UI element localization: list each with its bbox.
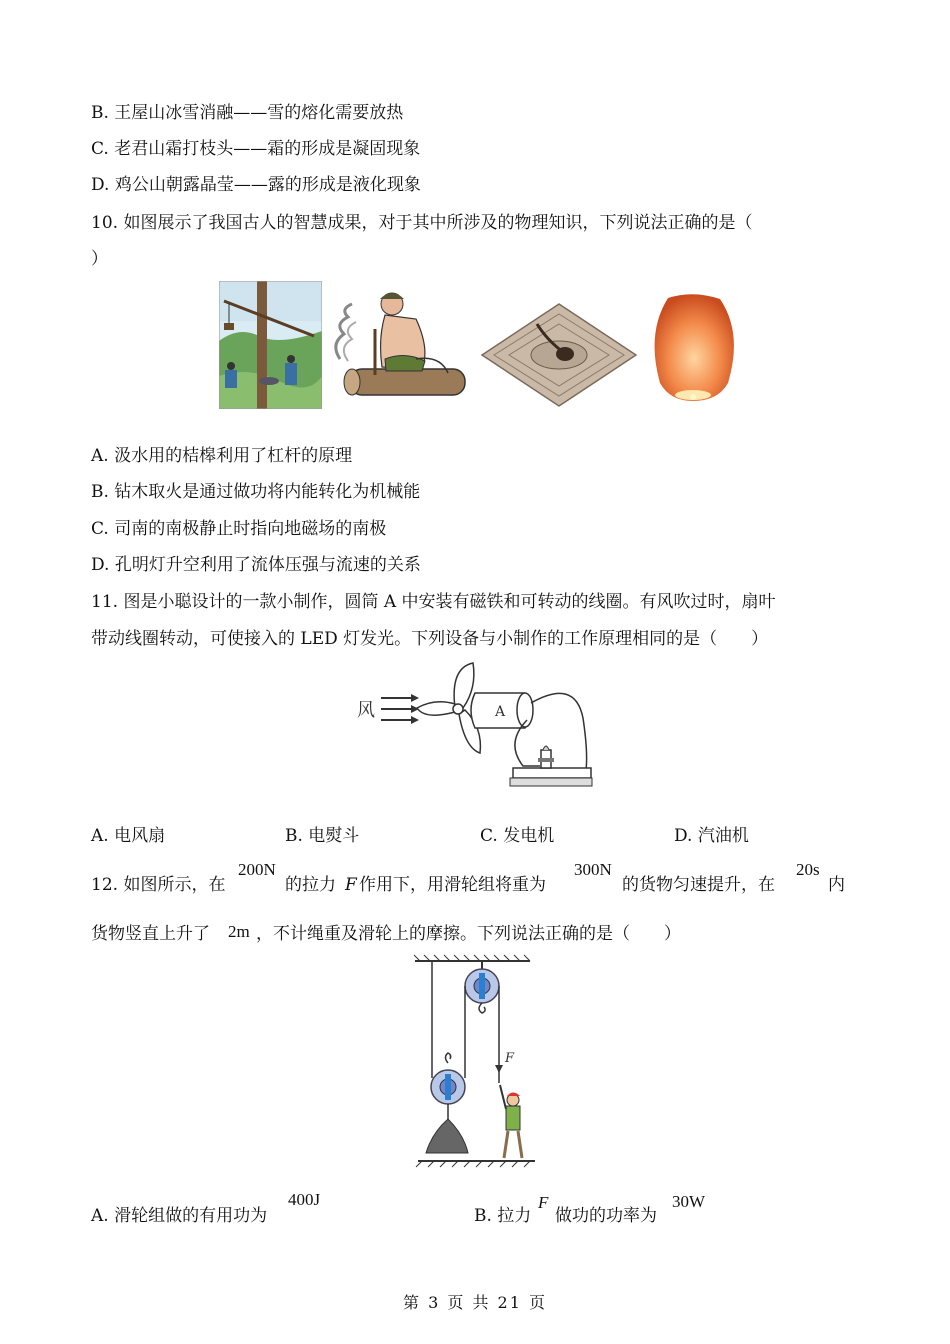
pulley-force-label: F — [505, 1051, 515, 1066]
q12-stem-part4: 的货物匀速提升，在 — [622, 875, 775, 895]
q12-option-b-text1: B. 拉力 — [474, 1206, 532, 1226]
wind-label: 风 — [357, 700, 375, 721]
q10-stem-line1: 10. 如图展示了我国古人的智慧成果，对于其中所涉及的物理知识，下列说法正确的是（ — [91, 213, 753, 233]
q10-option-d: D. 孔明灯升空利用了流体压强与流速的关系 — [91, 555, 421, 575]
wind-generator-figure — [355, 658, 595, 796]
q9-option-c: C. 老君山霜打枝头——霜的形成是凝固现象 — [91, 139, 421, 159]
sinan-compass-image — [479, 300, 639, 410]
q12-force-symbol: F — [345, 875, 357, 895]
fire-drill-image — [330, 289, 468, 407]
q11-option-d: D. 汽油机 — [674, 826, 749, 846]
pulley-system-figure — [410, 953, 540, 1171]
q11-stem-line1: 11. 图是小聪设计的一款小制作，圆筒 A 中安装有磁铁和可转动的线圈。有风吹过时，扇叶 — [91, 592, 776, 612]
well-sweep-image — [219, 281, 322, 409]
cylinder-a-label: A — [495, 704, 506, 720]
q12-time-value: 20s — [796, 860, 820, 879]
q12-weight-value: 300N — [574, 860, 612, 879]
q12-option-b-text2: 做功的功率为 — [555, 1206, 657, 1226]
q10-option-b: B. 钻木取火是通过做功将内能转化为机械能 — [91, 482, 421, 502]
q11-option-b: B. 电熨斗 — [285, 826, 360, 846]
q12-stem-part2: 的拉力 — [285, 875, 336, 895]
q12-stem-line2-part1: 货物竖直上升了 — [91, 924, 210, 944]
q12-option-a-value: 400J — [288, 1190, 321, 1209]
q12-option-b-symbol: F — [538, 1193, 549, 1212]
q10-stem-line2: ） — [91, 249, 108, 269]
q10-option-c: C. 司南的南极静止时指向地磁场的南极 — [91, 519, 387, 539]
q12-height-value: 2m — [228, 922, 250, 941]
q12-stem-part5: 内 — [828, 875, 845, 895]
q11-option-a: A. 电风扇 — [91, 826, 166, 846]
q9-option-d: D. 鸡公山朝露晶莹——露的形成是液化现象 — [91, 175, 421, 195]
page-number-footer: 第 3 页 共 21 页 — [403, 1293, 547, 1312]
kongming-lantern-image — [648, 293, 738, 410]
q11-stem-line2: 带动线圈转动，可使接入的 LED 灯发光。下列设备与小制作的工作原理相同的是（ ） — [91, 629, 769, 649]
q10-option-a: A. 汲水用的桔槔利用了杠杆的原理 — [91, 446, 353, 466]
q12-stem-part3: 作用下，用滑轮组将重为 — [359, 875, 546, 895]
q12-option-a-text: A. 滑轮组做的有用功为 — [91, 1206, 268, 1226]
q12-option-b-value: 30W — [672, 1192, 706, 1211]
q12-force-value: 200N — [238, 860, 276, 879]
q9-option-b: B. 王屋山冰雪消融——雪的熔化需要放热 — [91, 103, 404, 123]
q11-option-c: C. 发电机 — [480, 826, 555, 846]
q12-stem-part1: 12. 如图所示，在 — [91, 875, 226, 895]
q12-stem-line2-part2: ，不计绳重及滑轮上的摩擦。下列说法正确的是（ ） — [256, 924, 681, 944]
